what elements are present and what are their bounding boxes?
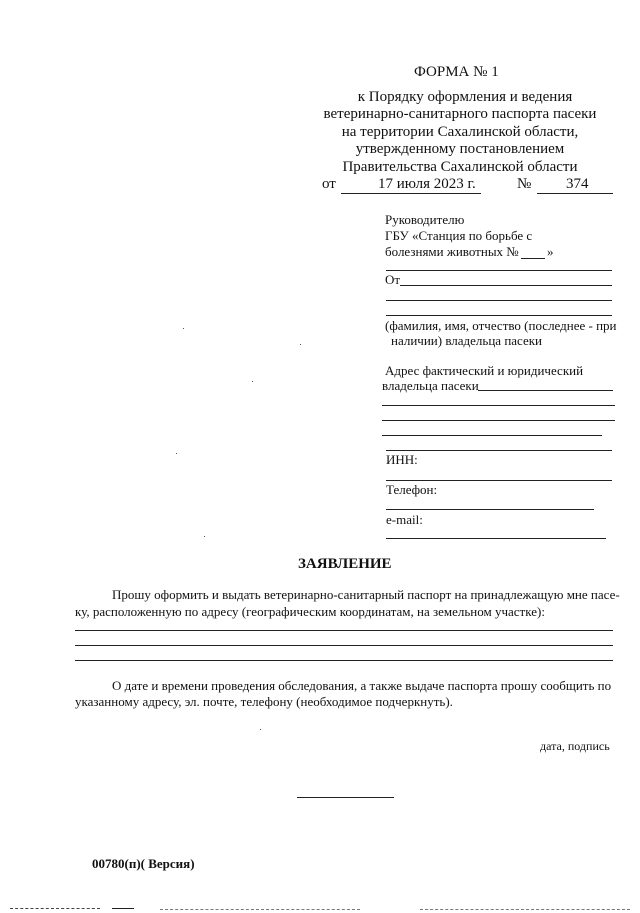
from-label: от (322, 176, 336, 192)
owner-name-note-2: наличии) владельца пасеки (391, 333, 543, 348)
address-label-1: Адрес фактический и юридический (385, 363, 584, 378)
inn-label: ИНН: (386, 452, 418, 467)
address-label-2: владельца пасеки (382, 378, 479, 393)
address-line-4[interactable] (382, 435, 602, 436)
addressee-line-3-suffix: » (547, 244, 554, 259)
form-title: ФОРМА № 1 (414, 64, 499, 80)
from-owner-label: От (385, 272, 401, 287)
address-line-2[interactable] (382, 405, 615, 406)
owner-name-line-1[interactable] (400, 285, 612, 286)
addressee-line-1: Руководителю (385, 212, 465, 227)
resolution-number: 374 (566, 176, 589, 192)
request-text-line-1: Прошу оформить и выдать ветеринарно-санитарный паспорт на принадлежащую мне пасе- (112, 587, 620, 602)
notify-text-line-2: указанному адресу, эл. почте, телефону (необходимое подчеркнуть). (75, 694, 453, 709)
scan-speck (252, 381, 253, 382)
date-signature-label: дата, подпись (540, 739, 610, 753)
address-line-5[interactable] (386, 450, 612, 451)
scan-speck (183, 328, 184, 329)
header-line-5: Правительства Сахалинской области (342, 159, 578, 175)
inn-line[interactable] (386, 480, 612, 481)
addressee-line-2: ГБУ «Станция по борьбе с (385, 228, 533, 243)
scan-edge-bottom-1 (10, 908, 100, 909)
scan-speck (204, 536, 205, 537)
version-code: 00780(п)( Версия) (92, 856, 195, 871)
address-line-3[interactable] (382, 420, 615, 421)
phone-label: Телефон: (386, 482, 438, 497)
statement-title: ЗАЯВЛЕНИЕ (298, 556, 392, 572)
number-underline (537, 193, 613, 194)
request-text-line-2: ку, расположенную по адресу (географическим координатам, на земельном участке): (75, 604, 545, 619)
scan-edge-bottom-2 (112, 908, 134, 909)
owner-name-line-3[interactable] (386, 315, 612, 316)
phone-line[interactable] (386, 509, 594, 510)
scan-speck (260, 729, 261, 730)
apiary-location-line-1[interactable] (75, 630, 613, 631)
number-label: № (517, 176, 532, 192)
scan-edge-bottom-4 (420, 909, 630, 910)
date-underline (341, 193, 481, 194)
header-line-4: утвержденному постановлением (355, 141, 565, 157)
address-line-1[interactable] (478, 390, 613, 391)
owner-name-note-1: (фамилия, имя, отчество (последнее - при (385, 318, 617, 333)
apiary-location-line-2[interactable] (75, 645, 613, 646)
apiary-location-line-3[interactable] (75, 660, 613, 661)
email-line[interactable] (386, 538, 606, 539)
addressee-blank-line[interactable] (386, 270, 612, 271)
resolution-date: 17 июля 2023 г. (378, 176, 476, 192)
header-line-3: на территории Сахалинской области, (341, 124, 579, 140)
owner-name-line-2[interactable] (386, 300, 612, 301)
header-line-2: ветеринарно-санитарного паспорта пасеки (323, 106, 597, 122)
scan-speck (176, 453, 177, 454)
email-label: e-mail: (386, 512, 423, 527)
signature-line[interactable] (297, 797, 394, 798)
scan-edge-bottom-3 (160, 909, 360, 910)
header-line-1: к Порядку оформления и ведения (357, 89, 573, 105)
station-number-blank[interactable] (521, 258, 545, 259)
addressee-line-3-prefix: болезнями животных № (385, 244, 519, 259)
scan-speck (300, 344, 301, 345)
notify-text-line-1: О дате и времени проведения обследования, а также выдаче паспорта прошу сообщить по (112, 678, 612, 693)
